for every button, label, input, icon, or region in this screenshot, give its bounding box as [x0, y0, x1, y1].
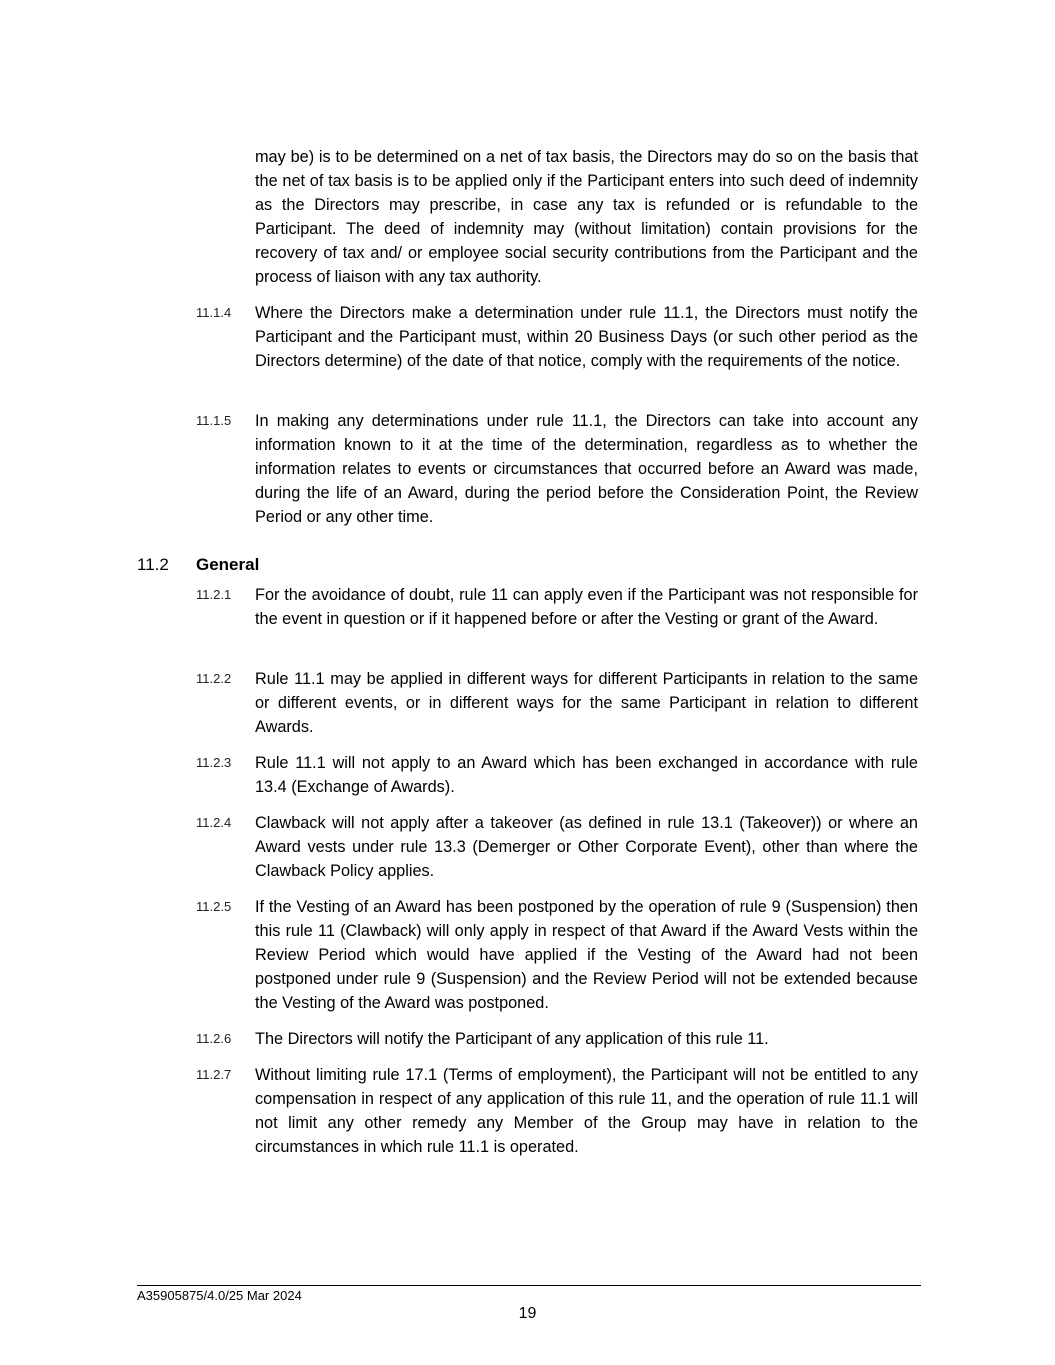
document-reference: A35905875/4.0/25 Mar 2024 [137, 1288, 302, 1303]
clause-text: Rule 11.1 will not apply to an Award which has been exchanged in accordance with rule 13.4 (Exchange of Awards). [255, 754, 918, 796]
section-heading: General [196, 555, 260, 574]
clause-number: 11.2.2 [196, 671, 232, 686]
clause-number: 11.2.1 [196, 587, 232, 602]
clause-number: 11.2.6 [196, 1031, 232, 1046]
clause-text: The Directors will notify the Participant of any application of this rule 11. [255, 1030, 769, 1048]
page-number: 19 [518, 1305, 537, 1322]
clause-text: Where the Directors make a determination under rule 11.1, the Directors must notify the Participant and the Participant must, within 20 Business Days (or such other period as the Directors determine) of the date of that notice, comply with the requirements of the notice. [255, 304, 918, 370]
clause-text: Clawback will not apply after a takeover (as defined in rule 13.1 (Takeover)) or where an Award vests under rule 13.3 (Demerger or Other Corporate Event), other than where the Clawback Policy applies. [255, 814, 918, 880]
clause-number: 11.2.3 [196, 755, 232, 770]
section-number: 11.2 [137, 555, 169, 574]
clause-text: In making any determinations under rule 11.1, the Directors can take into account any information known to it at the time of the determination, regardless as to whether the information relates to events or circumstances that occurred before an Award was made, during the life of an Award, during the period before the Consideration Point, the Review Period or any other time. [255, 412, 918, 526]
clause-number: 11.2.5 [196, 899, 232, 914]
clause-number: 11.2.4 [196, 815, 232, 830]
footer-divider [137, 1285, 921, 1286]
clause-number: 11.2.7 [196, 1067, 232, 1082]
continuation-paragraph: may be) is to be determined on a net of tax basis, the Directors may do so on the basis that the net of tax basis is to be applied only if the Participant enters into such deed of indemnity as the Directors may prescribe, in case any tax is refunded or is refundable to the Participant. The deed of indemnity may (without limitation) contain provisions for the recovery of tax and/ or employee social security contributions from the Participant and the process of liaison with any tax authority. [255, 148, 918, 286]
clause-number: 11.1.5 [196, 413, 232, 428]
clause-number: 11.1.4 [196, 305, 232, 320]
clause-text: For the avoidance of doubt, rule 11 can apply even if the Participant was not responsible for the event in question or if it happened before or after the Vesting or grant of the Award. [255, 586, 918, 628]
clause-text: Without limiting rule 17.1 (Terms of employment), the Participant will not be entitled to any compensation in respect of any application of this rule 11, and the operation of rule 11.1 will not limit any other remedy any Member of the Group may have in relation to the circumstances in which rule 11.1 is operated. [255, 1066, 918, 1156]
clause-text: If the Vesting of an Award has been postponed by the operation of rule 9 (Suspension) then this rule 11 (Clawback) will only apply in respect of that Award if the Award Vests within the Review Period which would have applied if the Vesting of the Award had not been postponed under rule 9 (Suspension) and the Review Period will not be extended because the Vesting of the Award was postponed. [255, 898, 918, 1012]
clause-text: Rule 11.1 may be applied in different ways for different Participants in relation to the same or different events, or in different ways for the same Participant in relation to different Awards. [255, 670, 918, 736]
